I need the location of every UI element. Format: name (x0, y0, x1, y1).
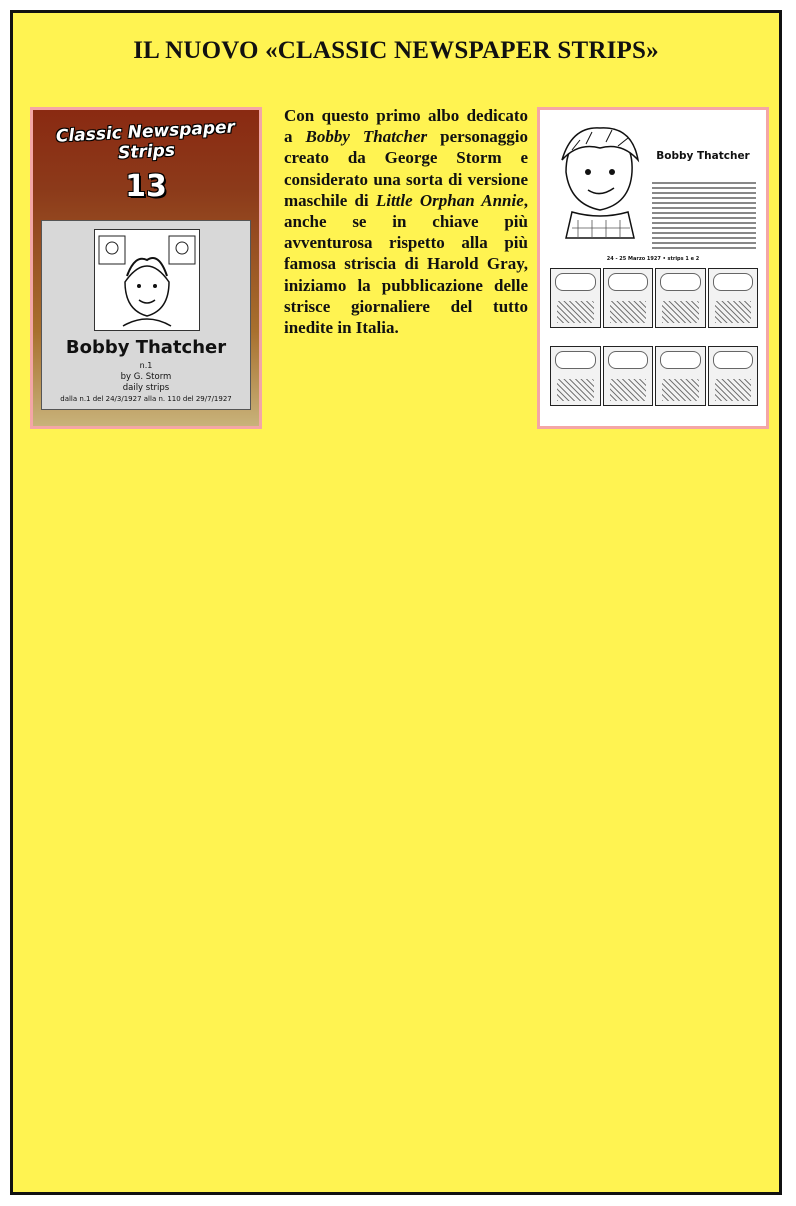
sample-portrait (552, 120, 644, 240)
cover-date-range: dalla n.1 del 24/3/1927 alla n. 110 del 29/7/1927 (60, 395, 232, 403)
article-text (284, 105, 528, 338)
comic-strip (550, 268, 758, 328)
article-text-part: , anche se in chiave più avventurosa rispetto alla più famosa striscia di Harold Gray, iniziamo la pubblicazione delle strisce giornaliere del tutto inedite in Italia. (284, 190, 528, 338)
cover-format: daily strips (122, 383, 170, 393)
comic-strip (550, 346, 758, 406)
cover-issue-number: 13 (125, 169, 167, 204)
cover-image (30, 107, 262, 429)
boy-drawing-icon (95, 230, 199, 330)
sample-strip-caption: 24 - 25 Marzo 1927 • strips 1 e 2 (606, 256, 700, 262)
cover-series-logo: Classic Newspaper Strips (55, 117, 236, 164)
sample-title: Bobby Thatcher (656, 150, 750, 162)
sample-text-block (652, 182, 756, 252)
page (10, 10, 782, 1195)
cover-panel (41, 220, 251, 410)
cover-author: by G. Storm (120, 372, 172, 382)
article-text-part: Con questo primo albo dedicato a (284, 106, 528, 147)
boy-portrait-icon (552, 120, 644, 240)
cover-illustration (94, 229, 200, 331)
article-text-emphasis: Little Orphan Annie (375, 190, 524, 210)
sample-page-image (537, 107, 769, 429)
page-title: IL NUOVO «CLASSIC NEWSPAPER STRIPS» (133, 37, 659, 64)
article-text-part: personaggio creato da George Storm e considerato una sorta di versione maschile di (284, 127, 528, 210)
cover-number: n.1 (139, 361, 153, 370)
article-text-emphasis: Bobby Thatcher (305, 127, 428, 147)
cover-title: Bobby Thatcher (65, 337, 227, 358)
